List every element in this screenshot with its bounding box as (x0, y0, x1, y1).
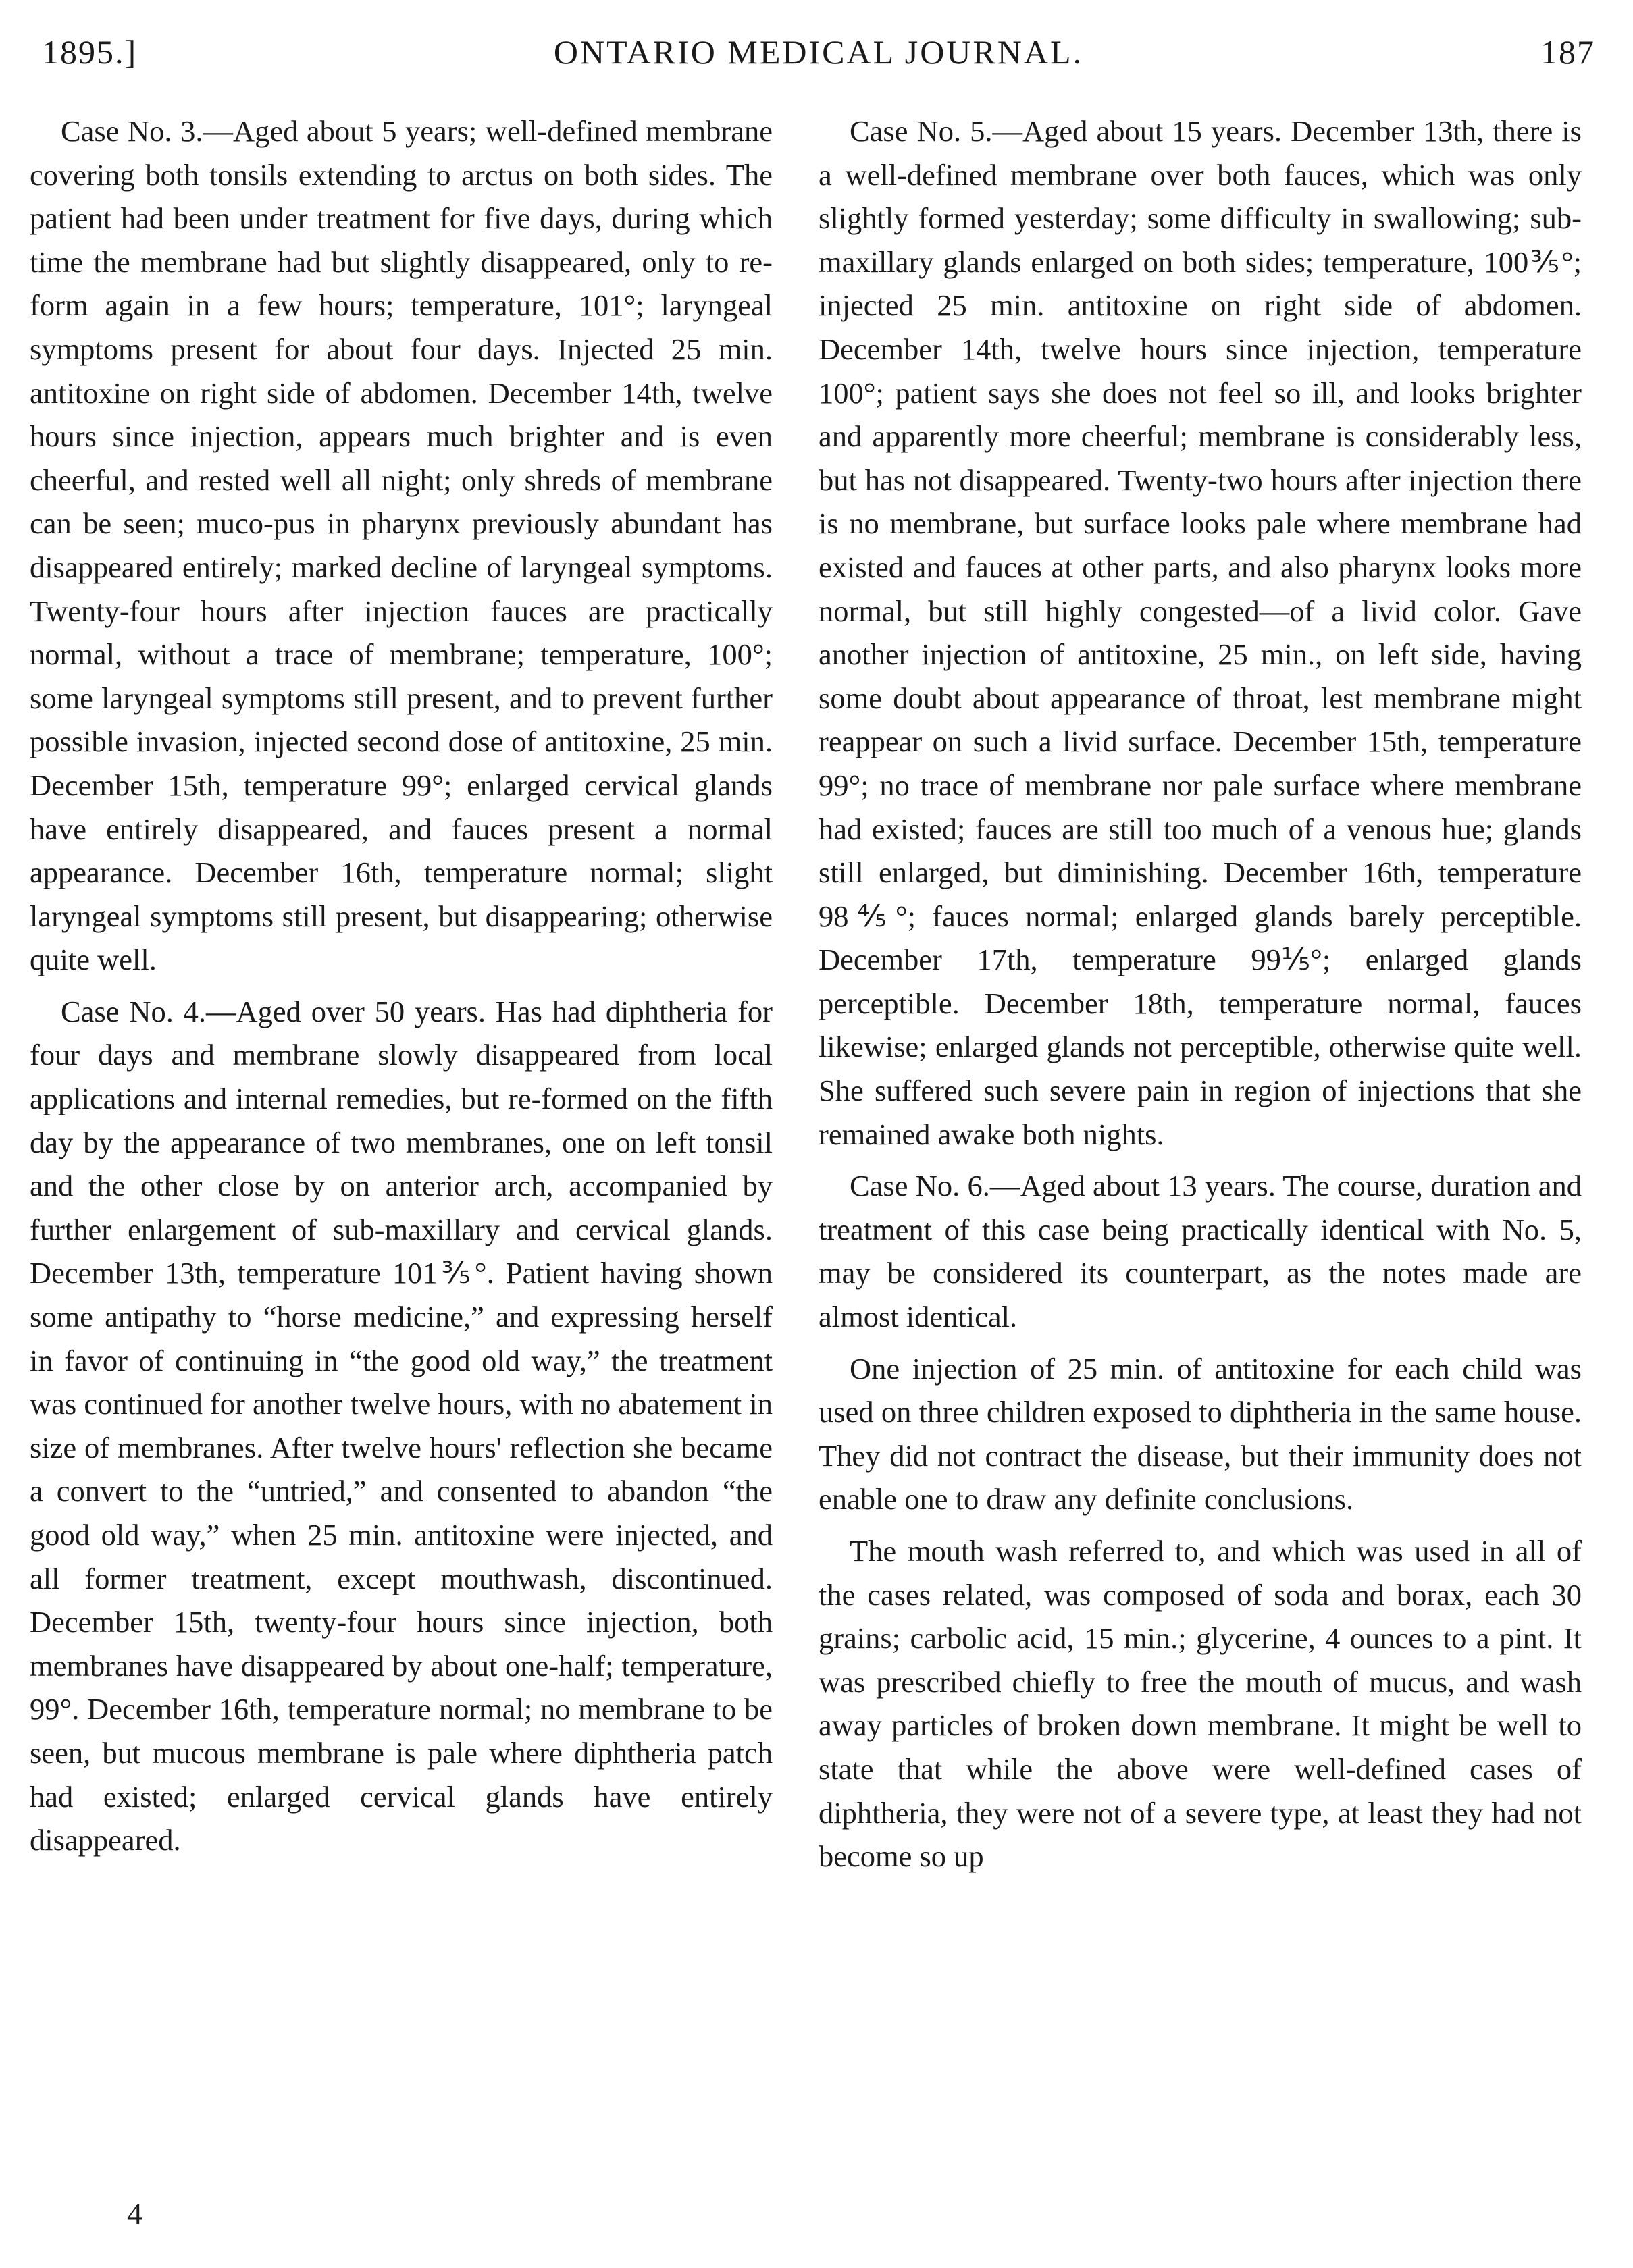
case-5-paragraph: Case No. 5.—Aged about 15 years. December 13th, there is a well-defined membrane over both fauces, which was only slightly formed yesterday; some difficulty in swallowing; sub-maxillary glands enlarged on both sides; temperature, 100⅗°; injected 25 min. antitoxine on right side of abdomen. December 14th, twelve hours since injection, temperature 100°; patient says she does not feel so ill, and looks brighter and apparently more cheerful; membrane is considerably less, but has not disappeared. Twenty-two hours after injection there is no membrane, but surface looks pale where membrane had existed and fauces at other parts, and also pharynx looks more normal, but still highly congested—of a livid color. Gave another injection of antitoxine, 25 min., on left side, having some doubt about appearance of throat, lest membrane might reappear on such a livid surface. December 15th, temperature 99°; no trace of membrane nor pale surface where membrane had existed; fauces are still too much of a venous hue; glands still enlarged, but diminishing. December 16th, temperature 98⅘°; fauces normal; enlarged glands barely perceptible. December 17th, temperature 99⅕°; enlarged glands perceptible. December 18th, temperature normal, fauces likewise; enlarged glands not perceptible, otherwise quite well. She suffered such severe pain in region of injections that she remained awake both nights. (819, 114, 1582, 1151)
case-4-paragraph: Case No. 4.—Aged over 50 years. Has had diphtheria for four days and membrane slowly disappeared from local applications and internal remedies, but re-formed on the fifth day by the appearance of two membranes, one on left tonsil and the other close by on anterior arch, accompanied by further enlargement of sub-maxillary and cervical glands. December 13th, temperature 101⅗°. Patient having shown some antipathy to “horse medicine,” and expressing herself in favor of continuing in “the good old way,” the treatment was continued for another twelve hours, with no abatement in size of membranes. After twelve hours' reflection she became a convert to the “untried,” and consented to abandon “the good old way,” when 25 min. antitoxine were injected, and all former treatment, except mouthwash, discontinued. December 15th, twenty-four hours since injection, both membranes have disappeared by about one-half; temperature, 99°. December 16th, temperature normal; no membrane to be seen, but mucous membrane is pale where diphtheria patch had existed; enlarged cervical glands have entirely disappeared. (30, 994, 773, 1857)
page-number: 187 (1540, 33, 1595, 71)
left-column (30, 109, 773, 1870)
header-year: 1895.] (42, 33, 138, 71)
journal-title: ONTARIO MEDICAL JOURNAL. (553, 33, 1084, 71)
case-6-paragraph: Case No. 6.—Aged about 13 years. The course, duration and treatment of this case being practically identical with No. 5, may be considered its counterpart, as the notes made are almost identical. (819, 1169, 1582, 1334)
right-column (819, 109, 1582, 1887)
exposed-children-paragraph: One injection of 25 min. of antitoxine for each child was used on three children exposed to diphtheria in the same house. They did not contract the disease, but their immunity does not enable one to draw any definite conclusions. (819, 1351, 1582, 1517)
mouth-wash-paragraph: The mouth wash referred to, and which was used in all of the cases related, was composed of soda and borax, each 30 grains; carbolic acid, 15 min.; glycerine, 4 ounces to a pint. It was prescribed chiefly to free the mouth of mucus, and wash away particles of broken down membrane. It might be well to state that while the above were well-defined cases of diphtheria, they were not of a severe type, at least they had not become so up (819, 1534, 1582, 1874)
case-3-paragraph: Case No. 3.—Aged about 5 years; well-defined membrane covering both tonsils extending to arctus on both sides. The patient had been under treatment for five days, during which time the membrane had but slightly disappeared, only to re-form again in a few hours; temperature, 101°; laryngeal symptoms present for about four days. Injected 25 min. antitoxine on right side of abdomen. December 14th, twelve hours since injection, appears much brighter and is even cheerful, and rested well all night; only shreds of membrane can be seen; muco-pus in pharynx previously abundant has disappeared entirely; marked decline of laryngeal symptoms. Twenty-four hours after injection fauces are practically normal, without a trace of membrane; temperature, 100°; some laryngeal symptoms still present, and to prevent further possible invasion, injected second dose of antitoxine, 25 min. December 15th, temperature 99°; enlarged cervical glands have entirely disappeared, and fauces present a normal appearance. December 16th, temperature normal; slight laryngeal symptoms still present, but disappearing; otherwise quite well. (30, 114, 773, 977)
running-header (42, 27, 1595, 81)
signature-mark: 4 (127, 2196, 142, 2231)
